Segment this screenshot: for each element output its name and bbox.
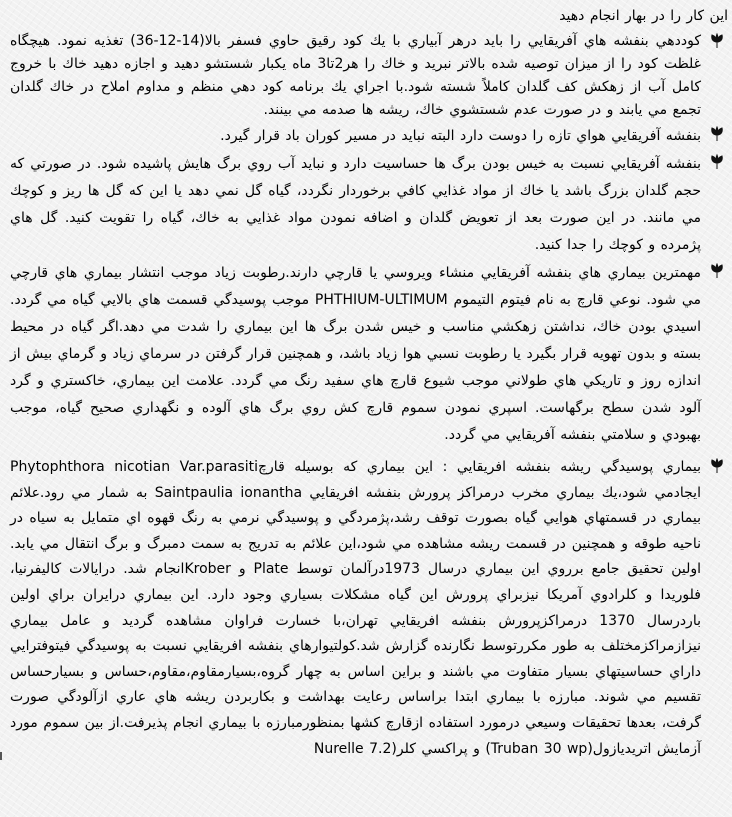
edge-marker <box>0 752 2 760</box>
leaf-bullet-icon <box>709 458 725 474</box>
leaf-bullet-icon <box>709 33 725 49</box>
paragraph-text: بنفشه آفريقايي نسبت به خيس بودن برگ ها حساسيت دارد و نبايد آب روي برگ هايش پاشيده شود. در صورتي كه حجم گلدان بزرگ باشد يا خاك از مواد غذايي كافي برخوردار نگردد، گياه گل نمي دهد يا اين كه گل ها ريز و كوچك مي مانند. در اين صورت بعد از تعويض گلدان و اضافه نمودن مواد غذايي به خاك، گياه را تقويت كنيد. گل هاي پژمرده و كوچك را جدا كنيد. <box>10 156 701 253</box>
paragraph-diseases <box>10 260 728 449</box>
paragraph-fertilizing <box>10 30 728 122</box>
leaf-bullet-icon <box>709 126 725 142</box>
leaf-bullet-icon <box>709 154 725 170</box>
leaf-bullet-icon <box>709 263 725 279</box>
intro-text: اين كار را در بهار انجام دهيد <box>559 8 728 24</box>
paragraph-text: كوددهي بنفشه هاي آفريقايي را بايد درهر آبياري با يك كود رقيق حاوي فسفر بالا(14-12-36) تغذيه نمود. هيچگاه غلظت كود را از ميزان توصيه شده بالاتر نبريد و خاك را هر2تا3 ماه يكبار شستشو دهيد و اجازه دهيد خاك با خروج كامل آب از زهكش كف گلدان كاملاً شسته شود.با اجراي يك برنامه كود دهي منظم و مداوم املاح در خاك گلدان تجمع مي يابند و در صورت عدم شستشوي خاك، ريشه ها صدمه مي بينند. <box>10 33 702 118</box>
paragraph-text: مهمترين بيماري هاي بنفشه آفريقايي منشاء ويروسي يا قارچي دارند.رطوبت زياد موجب انتشار بيماري هاي قارچي مي شود. نوعي قارچ به نام فيتوم التيموم PHTHIUM-ULTIMUM موجب پوسيدگي قسمت هاي بالايي گياه مي گردد. اسيدي بودن خاك، نداشتن زهكشي مناسب و خيس شدن برگ ها اين بيماري را شدت مي دهد.اگر گياه در محيط بسته و بدون تهويه قرار بگيرد يا رطوبت نسبي هوا زياد باشد، و همچنين قرار گرفتن در سرماي زياد و گرماي بيش از اندازه روز و تاريكي هاي طولاني موجب شيوع قارچ هاي سفيد رنگ مي گردد. علامت اين بيماري، خاكستري و گرد آلود شدن سطح برگهاست. اسپري نمودن سموم قارچ كش روي برگ هاي آلوده و نگهداري صحيح گياه، موجب بهبودي و سلامتي بنفشه آفريقايي مي گردد. <box>10 265 701 443</box>
article-body <box>10 4 728 763</box>
paragraph-fresh-air <box>10 123 728 150</box>
paragraph-root-rot <box>10 455 728 762</box>
paragraph-text: بيماري پوسيدگي ريشه بنفشه افريقايي : اين بيماري كه بوسيله قارچPhytophthora nicotian Var.parasiti ايجادمي شود،يك بيماري مخرب درمراكز پرورش بنفشه افريقايي Saintpaulia ionantha به شمار مي رود.علائم بيماري در قسمتهاي هوايي گياه بصورت توقف رشد،پژمردگي و پوسيدگي نرمي به رنگ قهوه اي متمايل به سياه در ناحيه طوقه و همچنين در قسمت ريشه مشاهده مي شود،اين علائم به تدريج به سمت دمبرگ و برگ انتقال مي يابد. اولين تحقيق جامع برروي اين بيماري درسال 1973درآلمان توسط Plate و Kroberانجام شد. درايالات كاليفرنيا، فلوريدا و كلرادوي آمريكا نيزبراي پرورش اين گياه مشكلات بسياري وجود دارد. اين بيماري درايران براي اولين باردرسال 1370 درمراكزپرورش بنفشه افريقايي تهران،با خسارت فراوان مشاهده گرديد و عامل بيماري نيزازمراكزمختلف به طور مكررتوسط نگارنده گزارش شد.كولتيوارهاي بنفشه افريقايي نسبت به پوسيدگي فيتوفترايي داراي حساسيتهاي بسيار متفاوت مي باشند و براين اساس به چهار گروه،بسيارمقاوم،مقاوم،حساس و بسيارحساس تقسيم مي شوند. مبارزه با بيماري ابتدا براساس رعايت بهداشت و بكاربردن ريشه هاي عاري ازآلودگي صورت گرفت، بعدها تحقيقات وسيعي درمورد استفاده ازقارچ كشها بمنظورمبارزه با بيماري انجام پذيرفت.از بين سموم مورد آزمايش اتريديازول(Truban 30 wp) و پراكسي كلر(Nurelle 7.2 <box>10 459 701 757</box>
paragraph-text: بنفشه آفريقايي هواي تازه را دوست دارد البته نبايد در مسير كوران باد قرار گيرد. <box>220 128 701 144</box>
paragraph-leaf-sensitivity <box>10 151 728 259</box>
intro-line <box>10 4 728 28</box>
